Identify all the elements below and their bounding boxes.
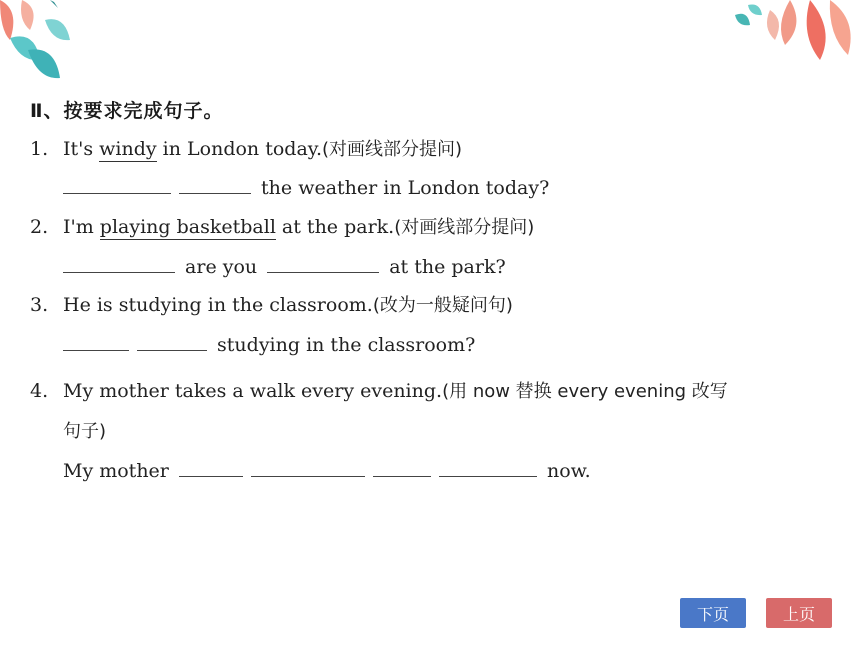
underlined-phrase: windy: [99, 138, 157, 160]
answer-text: My mother: [63, 460, 175, 482]
answer-blank[interactable]: [63, 271, 175, 273]
answer-1: [63, 175, 549, 201]
sentence-text: He is studying in the classroom.: [63, 294, 373, 316]
instruction: (用 now 替换 every evening 改写: [442, 381, 728, 402]
answer-blank[interactable]: [137, 349, 207, 351]
answer-blank[interactable]: [179, 475, 243, 477]
previous-page-button[interactable]: 上页: [766, 598, 832, 628]
leaf-decoration-top-left: [0, 0, 80, 90]
instruction: 句子): [63, 421, 107, 442]
question-1: [30, 136, 462, 163]
question-number: 3.: [30, 294, 49, 316]
instruction: (对画线部分提问): [322, 139, 463, 160]
answer-blank[interactable]: [267, 271, 379, 273]
sentence-text: at the park.: [275, 216, 395, 238]
answer-2: [63, 254, 506, 280]
answer-blank[interactable]: [373, 475, 431, 477]
instruction: (对画线部分提问): [394, 217, 535, 238]
leaf-decoration-top-right: [730, 0, 860, 75]
question-number: 2.: [30, 216, 49, 238]
underlined-phrase: playing basketball: [99, 216, 276, 238]
sentence-text: My mother takes a walk every evening.: [63, 380, 443, 402]
answer-blank[interactable]: [439, 475, 537, 477]
answer-blank[interactable]: [179, 192, 251, 194]
instruction: (改为一般疑问句): [372, 295, 513, 316]
question-number: 1.: [30, 138, 49, 160]
answer-text: now.: [540, 460, 591, 482]
question-number: 4.: [30, 380, 49, 402]
answer-text: studying in the classroom?: [211, 334, 476, 356]
answer-4: [63, 458, 591, 484]
sentence-text: It's: [63, 138, 100, 160]
sentence-text: in London today.: [156, 138, 323, 160]
answer-text: at the park?: [383, 256, 506, 278]
answer-blank[interactable]: [63, 349, 129, 351]
answer-text: are you: [179, 256, 264, 278]
question-2: [30, 214, 534, 241]
question-4: [30, 378, 728, 405]
answer-text: the weather in London today?: [255, 177, 550, 199]
answer-3: [63, 332, 475, 358]
section-heading: Ⅱ、按要求完成句子。: [30, 100, 224, 122]
question-3: [30, 292, 513, 319]
next-page-button[interactable]: 下页: [680, 598, 746, 628]
instruction-continued: [63, 418, 106, 445]
answer-blank[interactable]: [251, 475, 365, 477]
sentence-text: I'm: [63, 216, 100, 238]
answer-blank[interactable]: [63, 192, 171, 194]
